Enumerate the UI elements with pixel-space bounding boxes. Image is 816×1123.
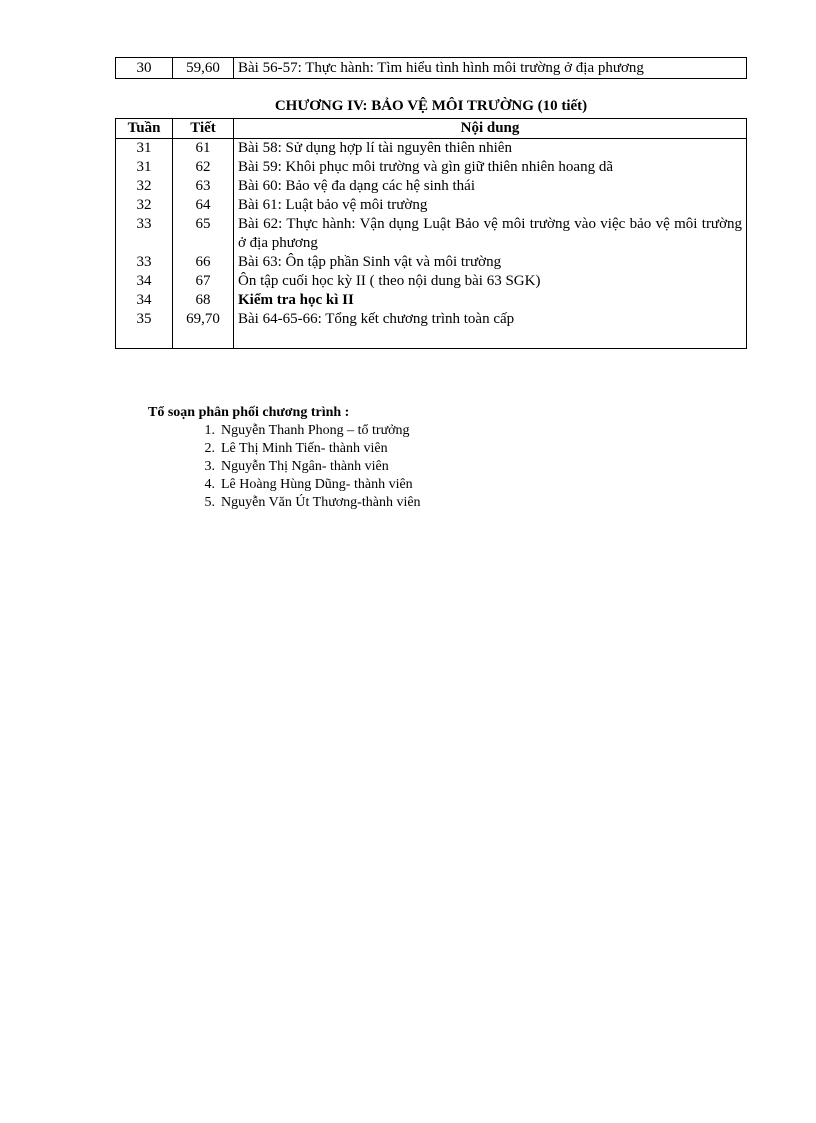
header-content: Nội dung: [234, 119, 747, 139]
content-cell: Kiểm tra học kì II: [234, 291, 747, 310]
list-item: [204, 422, 421, 440]
period-cell: 61: [173, 139, 234, 159]
member-name: Lê Hoàng Hùng Dũng- thành viên: [221, 477, 413, 492]
previous-chapter-table: [115, 57, 747, 79]
team-heading: Tổ soạn phân phối chương trình :: [148, 405, 350, 420]
table-row: [116, 196, 747, 215]
table-row: [116, 58, 747, 79]
table-row: [116, 177, 747, 196]
header-period: Tiết: [173, 119, 234, 139]
member-name: Nguyễn Thanh Phong – tổ trưởng: [221, 423, 410, 438]
list-number: 4.: [204, 477, 215, 492]
content-cell: Bài 58: Sử dụng hợp lí tài nguyên thiên nhiên: [234, 139, 747, 159]
week-cell: 31: [116, 139, 173, 159]
week-cell: 34: [116, 291, 173, 310]
week-cell: 30: [116, 58, 173, 79]
period-cell: 62: [173, 158, 234, 177]
list-item: [204, 440, 421, 458]
header-week: Tuần: [116, 119, 173, 139]
table-row: [116, 272, 747, 291]
week-cell: 31: [116, 158, 173, 177]
week-cell: 35: [116, 310, 173, 329]
period-cell: 64: [173, 196, 234, 215]
week-cell: 32: [116, 196, 173, 215]
table-row: [116, 139, 747, 159]
week-cell: [116, 329, 173, 349]
content-cell: Bài 60: Bảo vệ đa dạng các hệ sinh thái: [234, 177, 747, 196]
week-cell: 34: [116, 272, 173, 291]
list-number: 2.: [204, 441, 215, 456]
table-row: [116, 215, 747, 253]
content-cell: Ôn tập cuối học kỳ II ( theo nội dung bài 63 SGK): [234, 272, 747, 291]
content-cell: Bài 64-65-66: Tổng kết chương trình toàn cấp: [234, 310, 747, 329]
week-cell: 33: [116, 253, 173, 272]
period-cell: 69,70: [173, 310, 234, 329]
table-row: [116, 291, 747, 310]
list-number: 5.: [204, 495, 215, 510]
team-list: [148, 422, 421, 512]
content-cell: Bài 63: Ôn tập phần Sinh vật và môi trường: [234, 253, 747, 272]
period-cell: 66: [173, 253, 234, 272]
table-row-empty: [116, 329, 747, 349]
period-cell: 67: [173, 272, 234, 291]
content-cell: [234, 329, 747, 349]
member-name: Nguyễn Văn Út Thương-thành viên: [221, 495, 421, 510]
table-row: [116, 310, 747, 329]
content-cell: Bài 59: Khôi phục môi trường và gìn giữ thiên nhiên hoang dã: [234, 158, 747, 177]
content-cell: Bài 62: Thực hành: Vận dụng Luật Bảo vệ môi trường vào việc bảo vệ môi trường ở địa phương: [234, 215, 747, 253]
period-cell: 59,60: [173, 58, 234, 79]
content-cell: Bài 61: Luật bảo vệ môi trường: [234, 196, 747, 215]
chapter-title: CHƯƠNG IV: BẢO VỆ MÔI TRƯỜNG (10 tiết): [274, 98, 588, 114]
week-cell: 33: [116, 215, 173, 253]
list-item: [204, 458, 421, 476]
table-row: [116, 158, 747, 177]
list-item: [204, 476, 421, 494]
table-row: [116, 253, 747, 272]
table-header-row: [116, 119, 747, 139]
period-cell: 65: [173, 215, 234, 253]
team-section: [148, 404, 421, 512]
member-name: Nguyễn Thị Ngân- thành viên: [221, 459, 389, 474]
chapter-iv-table: [115, 118, 747, 349]
member-name: Lê Thị Minh Tiến- thành viên: [221, 441, 388, 456]
list-item: [204, 494, 421, 512]
week-cell: 32: [116, 177, 173, 196]
content-cell: Bài 56-57: Thực hành: Tìm hiểu tình hình môi trường ở địa phương: [234, 58, 747, 79]
period-cell: 68: [173, 291, 234, 310]
period-cell: 63: [173, 177, 234, 196]
period-cell: [173, 329, 234, 349]
list-number: 3.: [204, 459, 215, 474]
list-number: 1.: [204, 423, 215, 438]
